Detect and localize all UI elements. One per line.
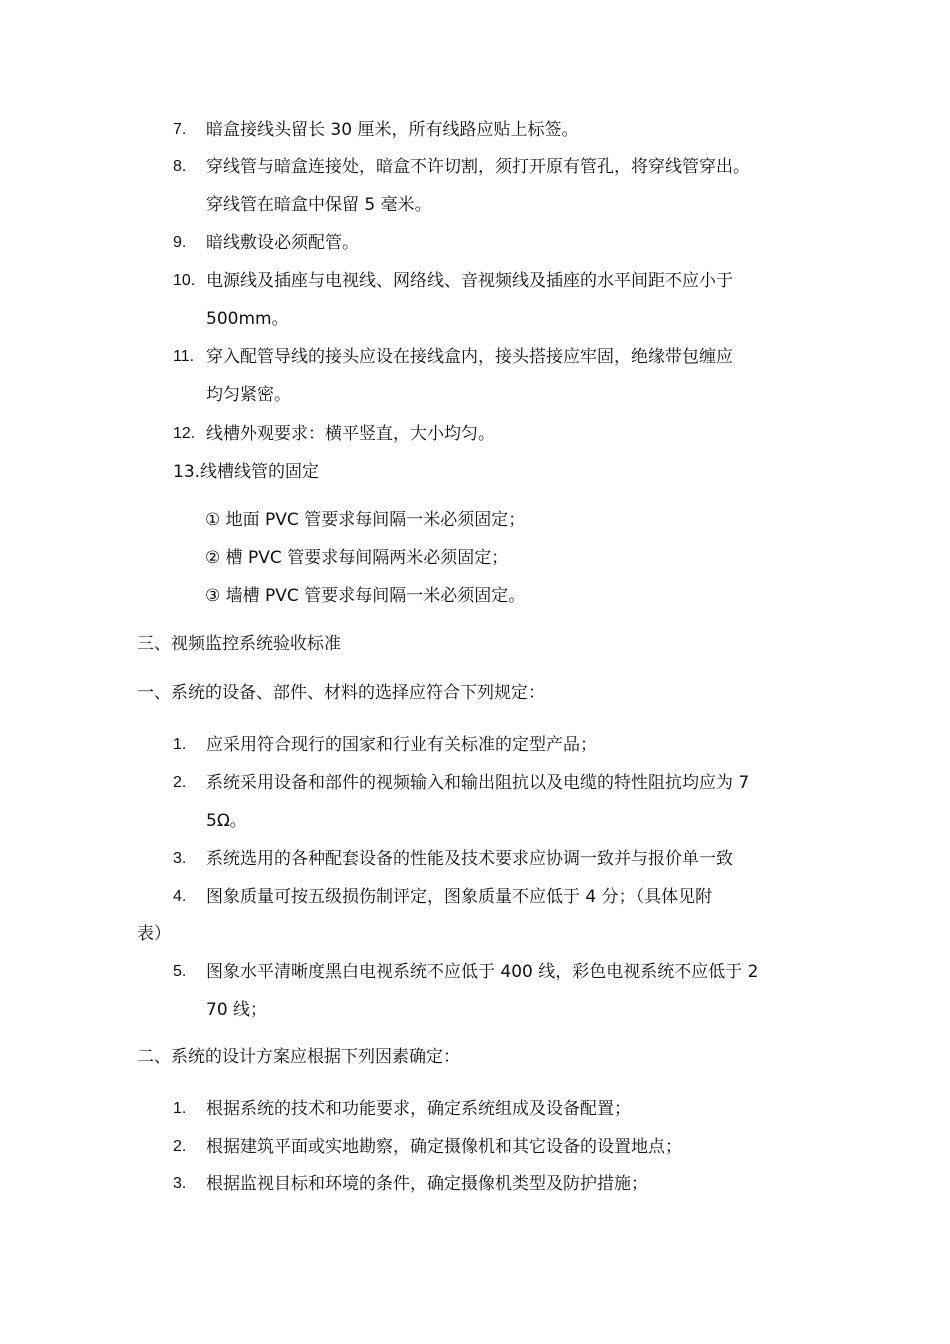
list-item-text: 根据监视目标和环境的条件，确定摄像机类型及防护措施； [206, 1174, 648, 1194]
list-number: 8. [173, 158, 187, 175]
list-item-text-cont: 穿线管在暗盒中保留 5 毫米。 [206, 195, 432, 215]
list-item-text-cont: 表） [137, 924, 171, 944]
list-item-text: 电源线及插座与电视线、网络线、音视频线及插座的水平间距不应小于 [206, 271, 733, 291]
list-number: 11. [173, 348, 195, 365]
sub-list-item: ③ 墙槽 PVC 管要求每间隔一米必须固定。 [205, 586, 526, 606]
list-item-text-cont: 5Ω。 [206, 811, 247, 831]
list-number: 12. [173, 425, 196, 442]
list-item-text: 线槽外观要求：横平竖直，大小均匀。 [206, 424, 495, 444]
list-item-text: 13.线槽线管的固定 [173, 462, 320, 482]
list-number: 2. [173, 1138, 187, 1155]
list-number: 9. [173, 234, 187, 251]
sub-list-item: ② 槽 PVC 管要求每间隔两米必须固定； [205, 548, 509, 568]
list-item-text-cont: 70 线； [206, 1000, 268, 1020]
list-item-text: 暗线敷设必须配管。 [206, 233, 359, 253]
list-item-text: 应采用符合现行的国家和行业有关标准的定型产品； [206, 735, 597, 755]
subsection-heading: 一、系统的设备、部件、材料的选择应符合下列规定： [137, 683, 545, 703]
list-number: 4. [173, 888, 187, 905]
subsection-heading: 二、系统的设计方案应根据下列因素确定： [137, 1047, 460, 1067]
list-item-text: 图象水平清晰度黑白电视系统不应低于 400 线，彩色电视系统不应低于 2 [206, 962, 759, 982]
list-number: 3. [173, 850, 187, 867]
list-item-text: 根据系统的技术和功能要求，确定系统组成及设备配置； [206, 1099, 631, 1119]
list-number: 1. [173, 736, 187, 753]
list-item-text: 系统采用设备和部件的视频输入和输出阻抗以及电缆的特性阻抗均应为 7 [206, 773, 750, 793]
list-number: 5. [173, 963, 187, 980]
list-item-text: 根据建筑平面或实地勘察，确定摄像机和其它设备的设置地点； [206, 1137, 682, 1157]
list-number: 1. [173, 1100, 187, 1117]
list-number: 10. [173, 272, 196, 289]
list-item-text: 穿线管与暗盒连接处，暗盒不许切割，须打开原有管孔，将穿线管穿出。 [206, 157, 750, 177]
list-number: 2. [173, 774, 187, 791]
list-item-text: 系统选用的各种配套设备的性能及技术要求应协调一致并与报价单一致 [206, 849, 733, 869]
list-item-text: 穿入配管导线的接头应设在接线盒内，接头搭接应牢固，绝缘带包缠应 [206, 347, 733, 367]
list-item-text: 图象质量可按五级损伤制评定，图象质量不应低于 4 分；（具体见附 [206, 887, 713, 907]
list-item-text: 暗盒接线头留长 30 厘米，所有线路应贴上标签。 [206, 120, 579, 140]
list-item-text-cont: 500mm。 [206, 309, 289, 329]
list-number: 7. [173, 121, 187, 138]
list-item-text-cont: 均匀紧密。 [206, 385, 291, 405]
section-heading: 三、视频监控系统验收标准 [137, 634, 341, 654]
list-number: 3. [173, 1175, 187, 1192]
sub-list-item: ① 地面 PVC 管要求每间隔一米必须固定； [205, 510, 526, 530]
